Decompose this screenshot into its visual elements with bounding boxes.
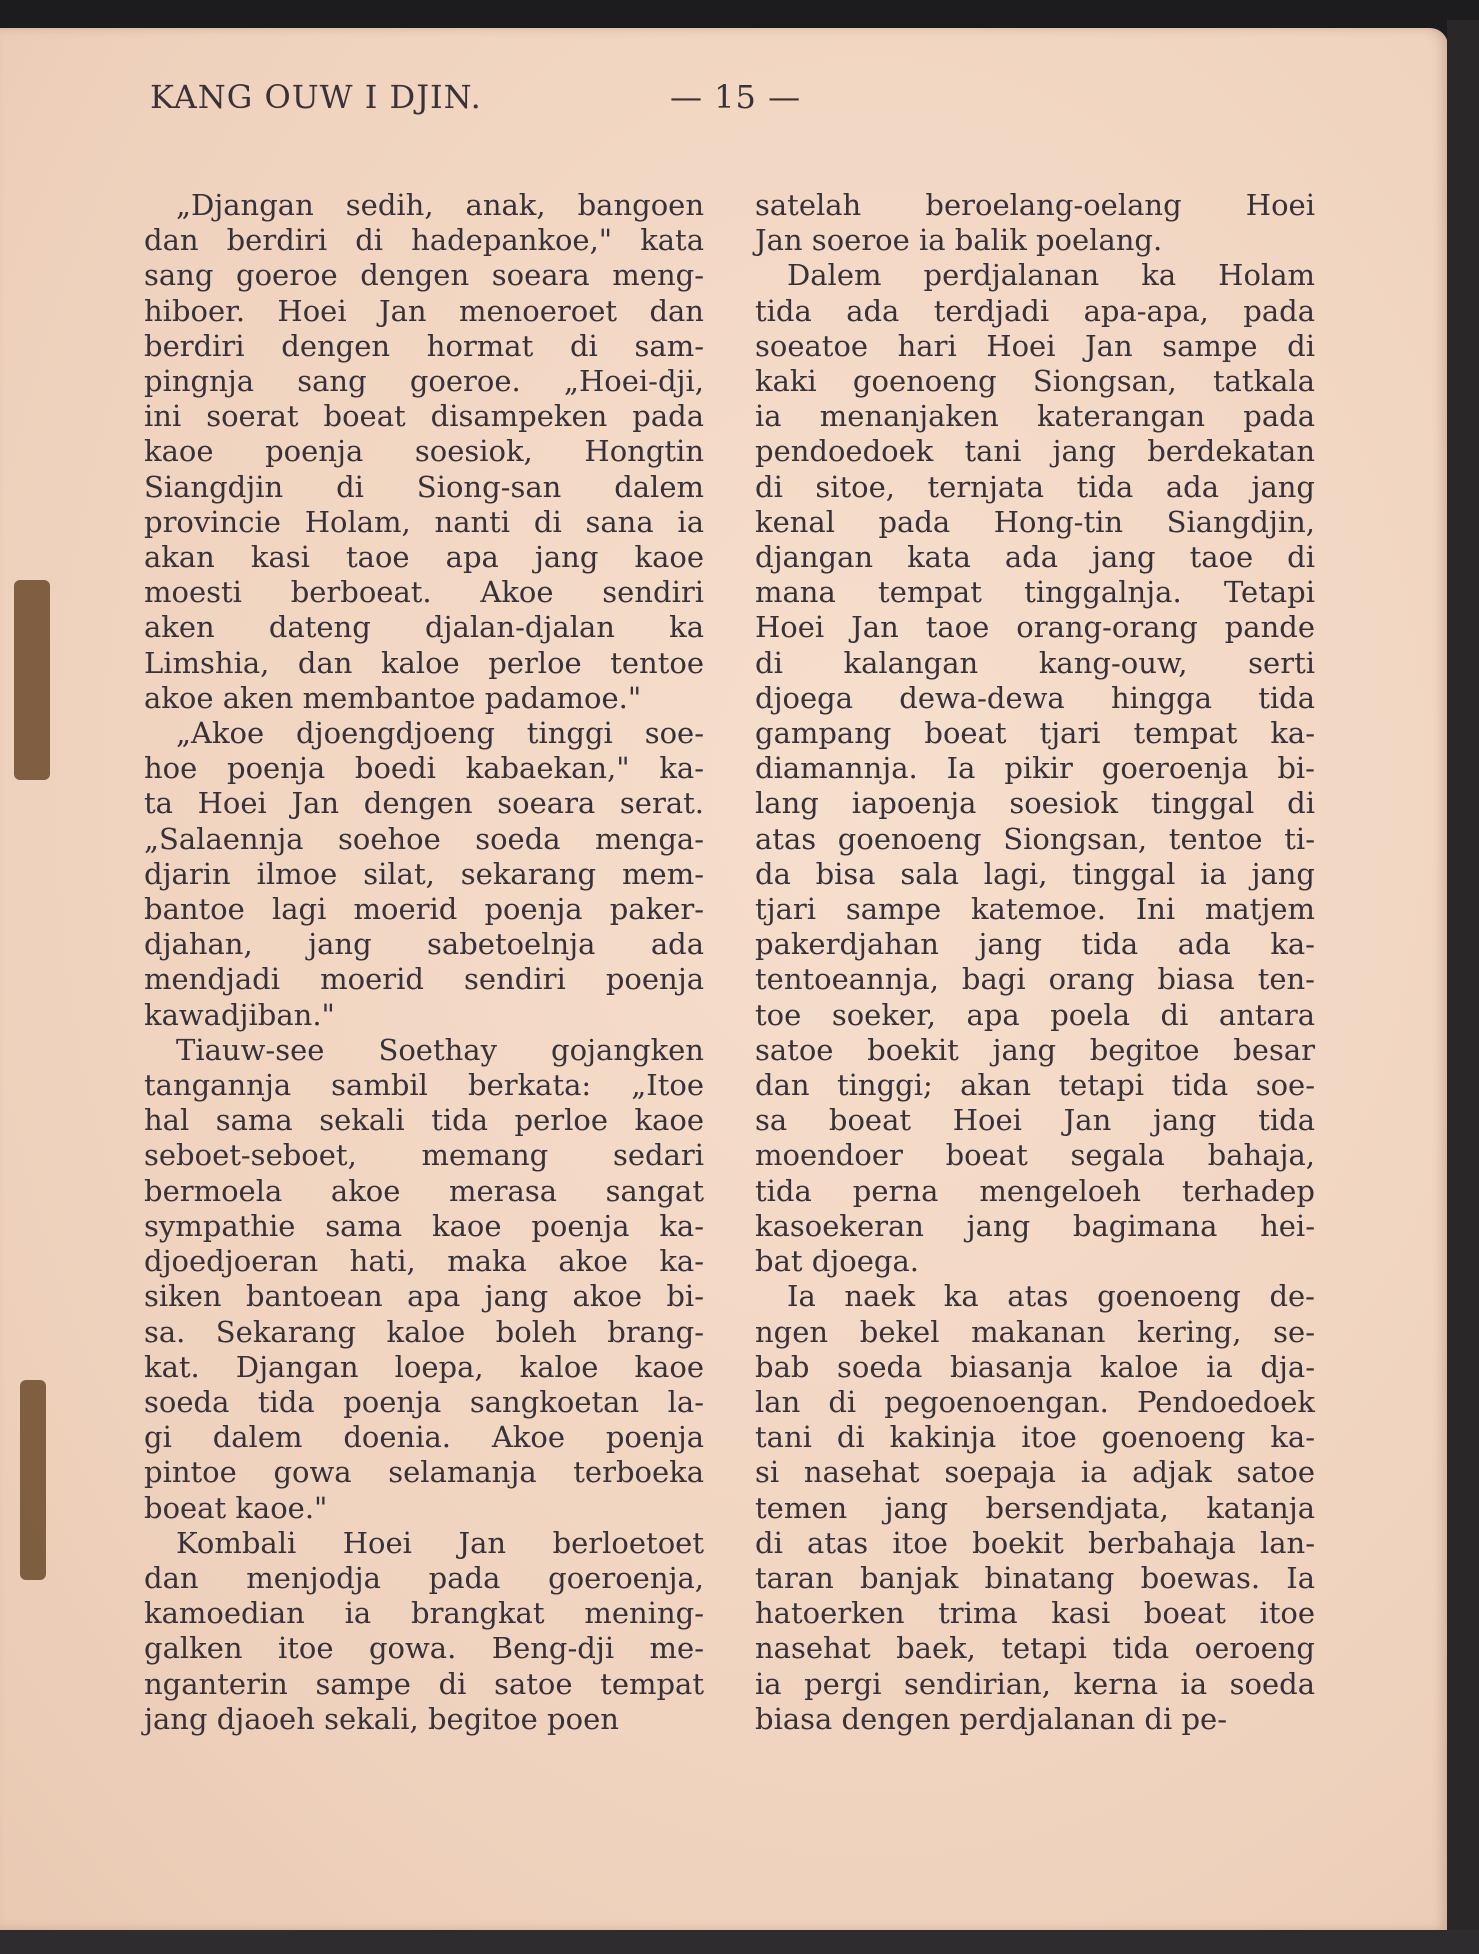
text-line: mendjadi moerid sendiri poenja bbox=[144, 962, 704, 997]
text-line: pakerdjahan jang tida ada ka- bbox=[755, 927, 1315, 962]
paper-stain bbox=[14, 580, 50, 780]
text-line: di sitoe, ternjata tida ada jang bbox=[755, 469, 1315, 504]
page-edge-bottom bbox=[0, 1930, 1479, 1954]
text-line: diamannja. Ia pikir goeroenja bi- bbox=[755, 751, 1315, 786]
text-line: gampang boeat tjari tempat ka- bbox=[755, 716, 1315, 751]
page-header bbox=[150, 60, 1350, 120]
text-line: kat. Djangan loepa, kaloe kaoe bbox=[144, 1349, 704, 1384]
text-line: taran banjak binatang boewas. Ia bbox=[755, 1560, 1315, 1595]
text-line: hatoerken trima kasi boeat itoe bbox=[755, 1596, 1315, 1631]
text-line: tida ada terdjadi apa-apa, pada bbox=[755, 293, 1315, 328]
text-line: tjari sampe katemoe. Ini matjem bbox=[755, 892, 1315, 927]
text-line: „Salaennja soehoe soeda menga- bbox=[144, 821, 704, 856]
paper-stain bbox=[20, 1380, 46, 1580]
text-line: aken dateng djalan-djalan ka bbox=[144, 610, 704, 645]
text-line: provincie Holam, nanti di sana ia bbox=[144, 504, 704, 539]
text-line: seboet-seboet, memang sedari bbox=[144, 1138, 704, 1173]
right-column bbox=[755, 188, 1315, 1737]
text-line: di atas itoe boekit berbahaja lan- bbox=[755, 1525, 1315, 1560]
text-line: kasoekeran jang bagimana hei- bbox=[755, 1208, 1315, 1243]
text-line: tangannja sambil berkata: „Itoe bbox=[144, 1068, 704, 1103]
left-column bbox=[144, 188, 704, 1737]
text-line: boeat kaoe." bbox=[144, 1490, 328, 1525]
page-edge-right bbox=[1447, 20, 1479, 1940]
text-line: bab soeda biasanja kaloe ia dja- bbox=[755, 1349, 1315, 1384]
text-line: akoe aken membantoe padamoe." bbox=[144, 680, 642, 715]
text-line: tida perna mengeloeh terhadep bbox=[755, 1173, 1315, 1208]
text-line: jang djaoeh sekali, begitoe poen bbox=[144, 1701, 619, 1736]
text-line: Dalem perdjalanan ka Holam bbox=[787, 258, 1315, 293]
text-line: moesti berboeat. Akoe sendiri bbox=[144, 575, 704, 610]
text-line: bat djoega. bbox=[755, 1244, 919, 1279]
text-line: Limshia, dan kaloe perloe tentoe bbox=[144, 645, 704, 680]
text-line: galken itoe gowa. Beng-dji me- bbox=[144, 1631, 704, 1666]
text-line: bantoe lagi moerid poenja paker- bbox=[144, 892, 704, 927]
text-line: djoega dewa-dewa hingga tida bbox=[755, 680, 1315, 715]
text-line: satoe boekit jang begitoe besar bbox=[755, 1032, 1315, 1067]
text-line: toe soeker, apa poela di antara bbox=[755, 997, 1315, 1032]
text-line: siken bantoean apa jang akoe bi- bbox=[144, 1279, 704, 1314]
text-line: sa boeat Hoei Jan jang tida bbox=[755, 1103, 1315, 1138]
text-line: da bisa sala lagi, tinggal ia jang bbox=[755, 856, 1315, 891]
text-line: satelah beroelang-oelang Hoei bbox=[755, 188, 1315, 222]
text-line: berdiri dengen hormat di sam- bbox=[144, 328, 704, 363]
text-line: si nasehat soepaja ia adjak satoe bbox=[755, 1455, 1315, 1490]
text-line: soeda tida poenja sangkoetan la- bbox=[144, 1384, 704, 1419]
text-line: nganterin sampe di satoe tempat bbox=[144, 1666, 704, 1701]
text-line: djangan kata ada jang taoe di bbox=[755, 540, 1315, 575]
text-line: sympathie sama kaoe poenja ka- bbox=[144, 1208, 704, 1243]
text-line: „Djangan sedih, anak, bangoen bbox=[176, 188, 704, 222]
text-line: pendoedoek tani jang berdekatan bbox=[755, 434, 1315, 469]
text-line: ia menanjaken katerangan pada bbox=[755, 399, 1315, 434]
text-line: djarin ilmoe silat, sekarang mem- bbox=[144, 856, 704, 891]
text-line: lang iapoenja soesiok tinggal di bbox=[755, 786, 1315, 821]
text-line: Jan soeroe ia balik poelang. bbox=[755, 223, 1163, 258]
text-line: moendoer boeat segala bahaja, bbox=[755, 1138, 1315, 1173]
text-line: kaki goenoeng Siongsan, tatkala bbox=[755, 364, 1315, 399]
text-line: ta Hoei Jan dengen soeara serat. bbox=[144, 786, 704, 821]
text-line: hiboer. Hoei Jan menoeroet dan bbox=[144, 293, 704, 328]
text-line: pintoe gowa selamanja terboeka bbox=[144, 1455, 704, 1490]
text-line: kawadjiban." bbox=[144, 997, 335, 1032]
text-line: dan berdiri di hadepankoe," kata bbox=[144, 223, 704, 258]
text-line: hoe poenja boedi kabaekan," ka- bbox=[144, 751, 704, 786]
text-line: dan menjodja pada goeroenja, bbox=[144, 1560, 704, 1595]
text-line: Siangdjin di Siong-san dalem bbox=[144, 469, 704, 504]
text-line: Hoei Jan taoe orang-orang pande bbox=[755, 610, 1315, 645]
text-line: Ia naek ka atas goenoeng de- bbox=[787, 1279, 1315, 1314]
text-line: mana tempat tinggalnja. Tetapi bbox=[755, 575, 1315, 610]
text-line: akan kasi taoe apa jang kaoe bbox=[144, 540, 704, 575]
text-line: djoedjoeran hati, maka akoe ka- bbox=[144, 1244, 704, 1279]
text-line: kaoe poenja soesiok, Hongtin bbox=[144, 434, 704, 469]
text-line: hal sama sekali tida perloe kaoe bbox=[144, 1103, 704, 1138]
text-line: tani di kakinja itoe goenoeng ka- bbox=[755, 1420, 1315, 1455]
text-line: djahan, jang sabetoelnja ada bbox=[144, 927, 704, 962]
text-line: di kalangan kang-ouw, serti bbox=[755, 645, 1315, 680]
page-number: — 15 — bbox=[670, 78, 802, 116]
text-line: sa. Sekarang kaloe boleh brang- bbox=[144, 1314, 704, 1349]
text-line: „Akoe djoengdjoeng tinggi soe- bbox=[176, 716, 704, 751]
text-line: kenal pada Hong-tin Siangdjin, bbox=[755, 504, 1315, 539]
text-line: dan tinggi; akan tetapi tida soe- bbox=[755, 1068, 1315, 1103]
running-title: KANG OUW I DJIN. bbox=[150, 78, 482, 116]
text-line: sang goeroe dengen soeara meng- bbox=[144, 258, 704, 293]
text-line: ini soerat boeat disampeken pada bbox=[144, 399, 704, 434]
text-line: gi dalem doenia. Akoe poenja bbox=[144, 1420, 704, 1455]
text-line: atas goenoeng Siongsan, tentoe ti- bbox=[755, 821, 1315, 856]
text-line: kamoedian ia brangkat mening- bbox=[144, 1596, 704, 1631]
text-line: temen jang bersendjata, katanja bbox=[755, 1490, 1315, 1525]
text-line: soeatoe hari Hoei Jan sampe di bbox=[755, 328, 1315, 363]
text-line: pingnja sang goeroe. „Hoei-dji, bbox=[144, 364, 704, 399]
text-line: Kombali Hoei Jan berloetoet bbox=[176, 1525, 704, 1560]
text-line: ngen bekel makanan kering, se- bbox=[755, 1314, 1315, 1349]
text-line: biasa dengen perdjalanan di pe- bbox=[755, 1701, 1227, 1736]
text-line: tentoeannja, bagi orang biasa ten- bbox=[755, 962, 1315, 997]
text-line: bermoela akoe merasa sangat bbox=[144, 1173, 704, 1208]
text-line: lan di pegoenoengan. Pendoedoek bbox=[755, 1384, 1315, 1419]
text-line: Tiauw-see Soethay gojangken bbox=[176, 1032, 704, 1067]
text-line: ia pergi sendirian, kerna ia soeda bbox=[755, 1666, 1315, 1701]
text-line: nasehat baek, tetapi tida oeroeng bbox=[755, 1631, 1315, 1666]
